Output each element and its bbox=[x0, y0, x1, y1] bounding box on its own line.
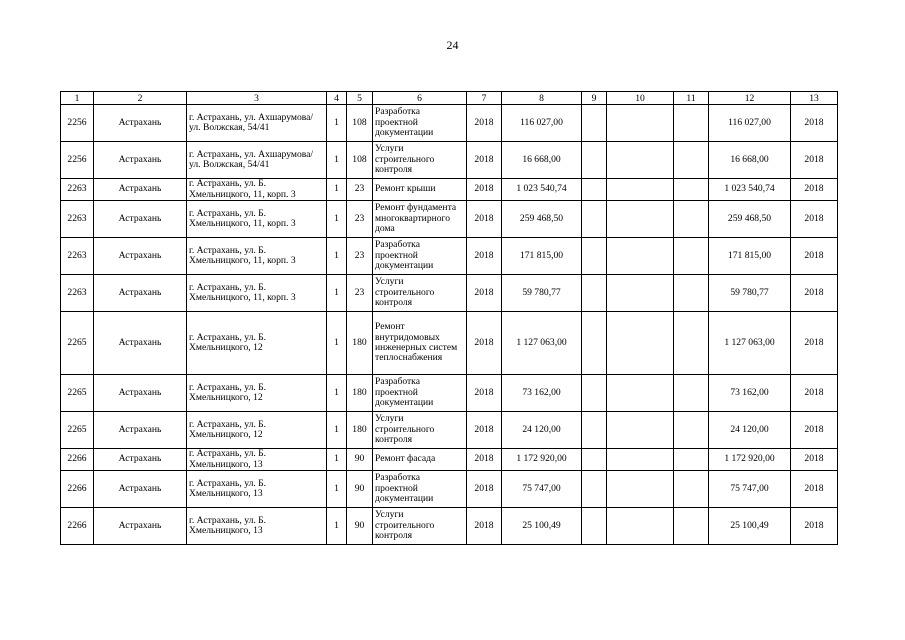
empty-cell-10 bbox=[607, 179, 674, 201]
empty-cell-10 bbox=[607, 471, 674, 508]
start-year-cell: 2018 bbox=[467, 201, 502, 238]
column-number-header: 4 bbox=[327, 92, 347, 105]
house-number-cell: 180 bbox=[347, 412, 373, 449]
empty-cell-10 bbox=[607, 412, 674, 449]
house-number-cell: 23 bbox=[347, 238, 373, 275]
cost-cell: 25 100,49 bbox=[502, 508, 582, 545]
municipality-cell: Астрахань bbox=[94, 238, 187, 275]
table-row bbox=[61, 508, 838, 545]
total-cost-cell: 16 668,00 bbox=[709, 142, 791, 179]
empty-cell-9 bbox=[582, 449, 607, 471]
total-cost-cell: 171 815,00 bbox=[709, 238, 791, 275]
end-year-cell: 2018 bbox=[791, 375, 838, 412]
start-year-cell: 2018 bbox=[467, 375, 502, 412]
region-number-cell: 2256 bbox=[61, 142, 94, 179]
start-year-cell: 2018 bbox=[467, 312, 502, 375]
end-year-cell: 2018 bbox=[791, 201, 838, 238]
address-cell: г. Астрахань, ул. Ахшарумова/ ул. Волжская, 54/41 bbox=[187, 105, 327, 142]
empty-cell-9 bbox=[582, 508, 607, 545]
table-row bbox=[61, 179, 838, 201]
municipality-cell: Астрахань bbox=[94, 312, 187, 375]
empty-cell-9 bbox=[582, 312, 607, 375]
municipality-cell: Астрахань bbox=[94, 471, 187, 508]
cost-cell: 1 127 063,00 bbox=[502, 312, 582, 375]
empty-cell-9 bbox=[582, 238, 607, 275]
house-number-cell: 90 bbox=[347, 449, 373, 471]
address-cell: г. Астрахань, ул. Б. Хмельницкого, 11, корп. 3 bbox=[187, 179, 327, 201]
cost-cell: 259 468,50 bbox=[502, 201, 582, 238]
house-number-cell: 90 bbox=[347, 508, 373, 545]
work-type-cell: Услуги строительного контроля bbox=[373, 412, 467, 449]
start-year-cell: 2018 bbox=[467, 238, 502, 275]
work-type-cell: Ремонт крыши bbox=[373, 179, 467, 201]
start-year-cell: 2018 bbox=[467, 142, 502, 179]
empty-cell-11 bbox=[674, 375, 709, 412]
empty-cell-10 bbox=[607, 238, 674, 275]
start-year-cell: 2018 bbox=[467, 275, 502, 312]
work-type-cell: Разработка проектной документации bbox=[373, 471, 467, 508]
empty-cell-10 bbox=[607, 142, 674, 179]
address-cell: г. Астрахань, ул. Б. Хмельницкого, 12 bbox=[187, 312, 327, 375]
empty-cell-11 bbox=[674, 142, 709, 179]
address-cell: г. Астрахань, ул. Ахшарумова/ ул. Волжская, 54/41 bbox=[187, 142, 327, 179]
address-cell: г. Астрахань, ул. Б. Хмельницкого, 11, корп. 3 bbox=[187, 238, 327, 275]
work-type-cell: Услуги строительного контроля bbox=[373, 508, 467, 545]
start-year-cell: 2018 bbox=[467, 471, 502, 508]
total-cost-cell: 73 162,00 bbox=[709, 375, 791, 412]
region-number-cell: 2265 bbox=[61, 375, 94, 412]
region-number-cell: 2263 bbox=[61, 238, 94, 275]
column-number-header: 3 bbox=[187, 92, 327, 105]
total-cost-cell: 59 780,77 bbox=[709, 275, 791, 312]
column-number-header: 13 bbox=[791, 92, 838, 105]
cost-cell: 1 023 540,74 bbox=[502, 179, 582, 201]
work-type-cell: Ремонт фасада bbox=[373, 449, 467, 471]
municipality-cell: Астрахань bbox=[94, 142, 187, 179]
page-number: 24 bbox=[446, 38, 459, 52]
table-row bbox=[61, 449, 838, 471]
column-number-header: 10 bbox=[607, 92, 674, 105]
column-number-header: 9 bbox=[582, 92, 607, 105]
start-year-cell: 2018 bbox=[467, 508, 502, 545]
empty-cell-11 bbox=[674, 449, 709, 471]
address-cell: г. Астрахань, ул. Б. Хмельницкого, 11, корп. 3 bbox=[187, 201, 327, 238]
empty-cell-9 bbox=[582, 142, 607, 179]
region-number-cell: 2263 bbox=[61, 201, 94, 238]
address-cell: г. Астрахань, ул. Б. Хмельницкого, 13 bbox=[187, 449, 327, 471]
end-year-cell: 2018 bbox=[791, 508, 838, 545]
address-cell: г. Астрахань, ул. Б. Хмельницкого, 13 bbox=[187, 508, 327, 545]
column-number-header: 6 bbox=[373, 92, 467, 105]
work-type-cell: Услуги строительного контроля bbox=[373, 275, 467, 312]
object-count-cell: 1 bbox=[327, 412, 347, 449]
municipality-cell: Астрахань bbox=[94, 201, 187, 238]
object-count-cell: 1 bbox=[327, 179, 347, 201]
cost-cell: 59 780,77 bbox=[502, 275, 582, 312]
start-year-cell: 2018 bbox=[467, 179, 502, 201]
empty-cell-11 bbox=[674, 179, 709, 201]
region-number-cell: 2263 bbox=[61, 179, 94, 201]
empty-cell-11 bbox=[674, 105, 709, 142]
empty-cell-9 bbox=[582, 471, 607, 508]
municipality-cell: Астрахань bbox=[94, 449, 187, 471]
empty-cell-9 bbox=[582, 201, 607, 238]
cost-cell: 116 027,00 bbox=[502, 105, 582, 142]
column-number-header: 2 bbox=[94, 92, 187, 105]
end-year-cell: 2018 bbox=[791, 179, 838, 201]
end-year-cell: 2018 bbox=[791, 471, 838, 508]
empty-cell-10 bbox=[607, 275, 674, 312]
work-type-cell: Разработка проектной документации bbox=[373, 238, 467, 275]
empty-cell-10 bbox=[607, 375, 674, 412]
table-row bbox=[61, 312, 838, 375]
object-count-cell: 1 bbox=[327, 449, 347, 471]
object-count-cell: 1 bbox=[327, 312, 347, 375]
column-number-header: 12 bbox=[709, 92, 791, 105]
work-type-cell: Ремонт внутридомовых инженерных систем теплоснабжения bbox=[373, 312, 467, 375]
table-row bbox=[61, 142, 838, 179]
table-row bbox=[61, 471, 838, 508]
total-cost-cell: 24 120,00 bbox=[709, 412, 791, 449]
empty-cell-10 bbox=[607, 449, 674, 471]
empty-cell-11 bbox=[674, 312, 709, 375]
total-cost-cell: 25 100,49 bbox=[709, 508, 791, 545]
work-type-cell: Услуги строительного контроля bbox=[373, 142, 467, 179]
object-count-cell: 1 bbox=[327, 508, 347, 545]
total-cost-cell: 1 172 920,00 bbox=[709, 449, 791, 471]
total-cost-cell: 259 468,50 bbox=[709, 201, 791, 238]
table-row bbox=[61, 412, 838, 449]
cost-cell: 73 162,00 bbox=[502, 375, 582, 412]
house-number-cell: 90 bbox=[347, 471, 373, 508]
table-row bbox=[61, 275, 838, 312]
total-cost-cell: 75 747,00 bbox=[709, 471, 791, 508]
column-number-header: 7 bbox=[467, 92, 502, 105]
empty-cell-9 bbox=[582, 375, 607, 412]
object-count-cell: 1 bbox=[327, 142, 347, 179]
empty-cell-11 bbox=[674, 412, 709, 449]
region-number-cell: 2266 bbox=[61, 449, 94, 471]
work-type-cell: Разработка проектной документации bbox=[373, 105, 467, 142]
end-year-cell: 2018 bbox=[791, 449, 838, 471]
house-number-cell: 108 bbox=[347, 105, 373, 142]
empty-cell-10 bbox=[607, 105, 674, 142]
table-row bbox=[61, 201, 838, 238]
address-cell: г. Астрахань, ул. Б. Хмельницкого, 13 bbox=[187, 471, 327, 508]
house-number-cell: 108 bbox=[347, 142, 373, 179]
address-cell: г. Астрахань, ул. Б. Хмельницкого, 12 bbox=[187, 375, 327, 412]
address-cell: г. Астрахань, ул. Б. Хмельницкого, 11, корп. 3 bbox=[187, 275, 327, 312]
header-row bbox=[61, 92, 838, 105]
object-count-cell: 1 bbox=[327, 201, 347, 238]
empty-cell-10 bbox=[607, 201, 674, 238]
house-number-cell: 23 bbox=[347, 275, 373, 312]
cost-cell: 171 815,00 bbox=[502, 238, 582, 275]
end-year-cell: 2018 bbox=[791, 105, 838, 142]
house-number-cell: 180 bbox=[347, 312, 373, 375]
object-count-cell: 1 bbox=[327, 375, 347, 412]
empty-cell-11 bbox=[674, 471, 709, 508]
work-type-cell: Ремонт фундамента многоквартирного дома bbox=[373, 201, 467, 238]
municipality-cell: Астрахань bbox=[94, 375, 187, 412]
empty-cell-9 bbox=[582, 179, 607, 201]
municipality-cell: Астрахань bbox=[94, 105, 187, 142]
region-number-cell: 2256 bbox=[61, 105, 94, 142]
object-count-cell: 1 bbox=[327, 471, 347, 508]
empty-cell-10 bbox=[607, 508, 674, 545]
end-year-cell: 2018 bbox=[791, 312, 838, 375]
municipality-cell: Астрахань bbox=[94, 412, 187, 449]
empty-cell-11 bbox=[674, 201, 709, 238]
column-number-header: 8 bbox=[502, 92, 582, 105]
municipality-cell: Астрахань bbox=[94, 179, 187, 201]
house-number-cell: 23 bbox=[347, 179, 373, 201]
table-row bbox=[61, 105, 838, 142]
cost-cell: 24 120,00 bbox=[502, 412, 582, 449]
table-row bbox=[61, 375, 838, 412]
cost-cell: 1 172 920,00 bbox=[502, 449, 582, 471]
column-number-header: 1 bbox=[61, 92, 94, 105]
end-year-cell: 2018 bbox=[791, 275, 838, 312]
cost-cell: 75 747,00 bbox=[502, 471, 582, 508]
empty-cell-9 bbox=[582, 105, 607, 142]
region-number-cell: 2265 bbox=[61, 312, 94, 375]
region-number-cell: 2263 bbox=[61, 275, 94, 312]
total-cost-cell: 116 027,00 bbox=[709, 105, 791, 142]
address-cell: г. Астрахань, ул. Б. Хмельницкого, 12 bbox=[187, 412, 327, 449]
end-year-cell: 2018 bbox=[791, 238, 838, 275]
start-year-cell: 2018 bbox=[467, 412, 502, 449]
empty-cell-11 bbox=[674, 508, 709, 545]
cost-cell: 16 668,00 bbox=[502, 142, 582, 179]
municipality-cell: Астрахань bbox=[94, 508, 187, 545]
municipality-cell: Астрахань bbox=[94, 275, 187, 312]
empty-cell-10 bbox=[607, 312, 674, 375]
house-number-cell: 180 bbox=[347, 375, 373, 412]
table-row bbox=[61, 238, 838, 275]
empty-cell-9 bbox=[582, 412, 607, 449]
column-number-header: 11 bbox=[674, 92, 709, 105]
object-count-cell: 1 bbox=[327, 105, 347, 142]
end-year-cell: 2018 bbox=[791, 412, 838, 449]
column-number-header: 5 bbox=[347, 92, 373, 105]
repair-schedule-table bbox=[60, 91, 838, 545]
empty-cell-11 bbox=[674, 238, 709, 275]
region-number-cell: 2266 bbox=[61, 508, 94, 545]
total-cost-cell: 1 127 063,00 bbox=[709, 312, 791, 375]
empty-cell-11 bbox=[674, 275, 709, 312]
start-year-cell: 2018 bbox=[467, 105, 502, 142]
object-count-cell: 1 bbox=[327, 275, 347, 312]
region-number-cell: 2266 bbox=[61, 471, 94, 508]
work-type-cell: Разработка проектной документации bbox=[373, 375, 467, 412]
end-year-cell: 2018 bbox=[791, 142, 838, 179]
house-number-cell: 23 bbox=[347, 201, 373, 238]
region-number-cell: 2265 bbox=[61, 412, 94, 449]
empty-cell-9 bbox=[582, 275, 607, 312]
object-count-cell: 1 bbox=[327, 238, 347, 275]
total-cost-cell: 1 023 540,74 bbox=[709, 179, 791, 201]
start-year-cell: 2018 bbox=[467, 449, 502, 471]
